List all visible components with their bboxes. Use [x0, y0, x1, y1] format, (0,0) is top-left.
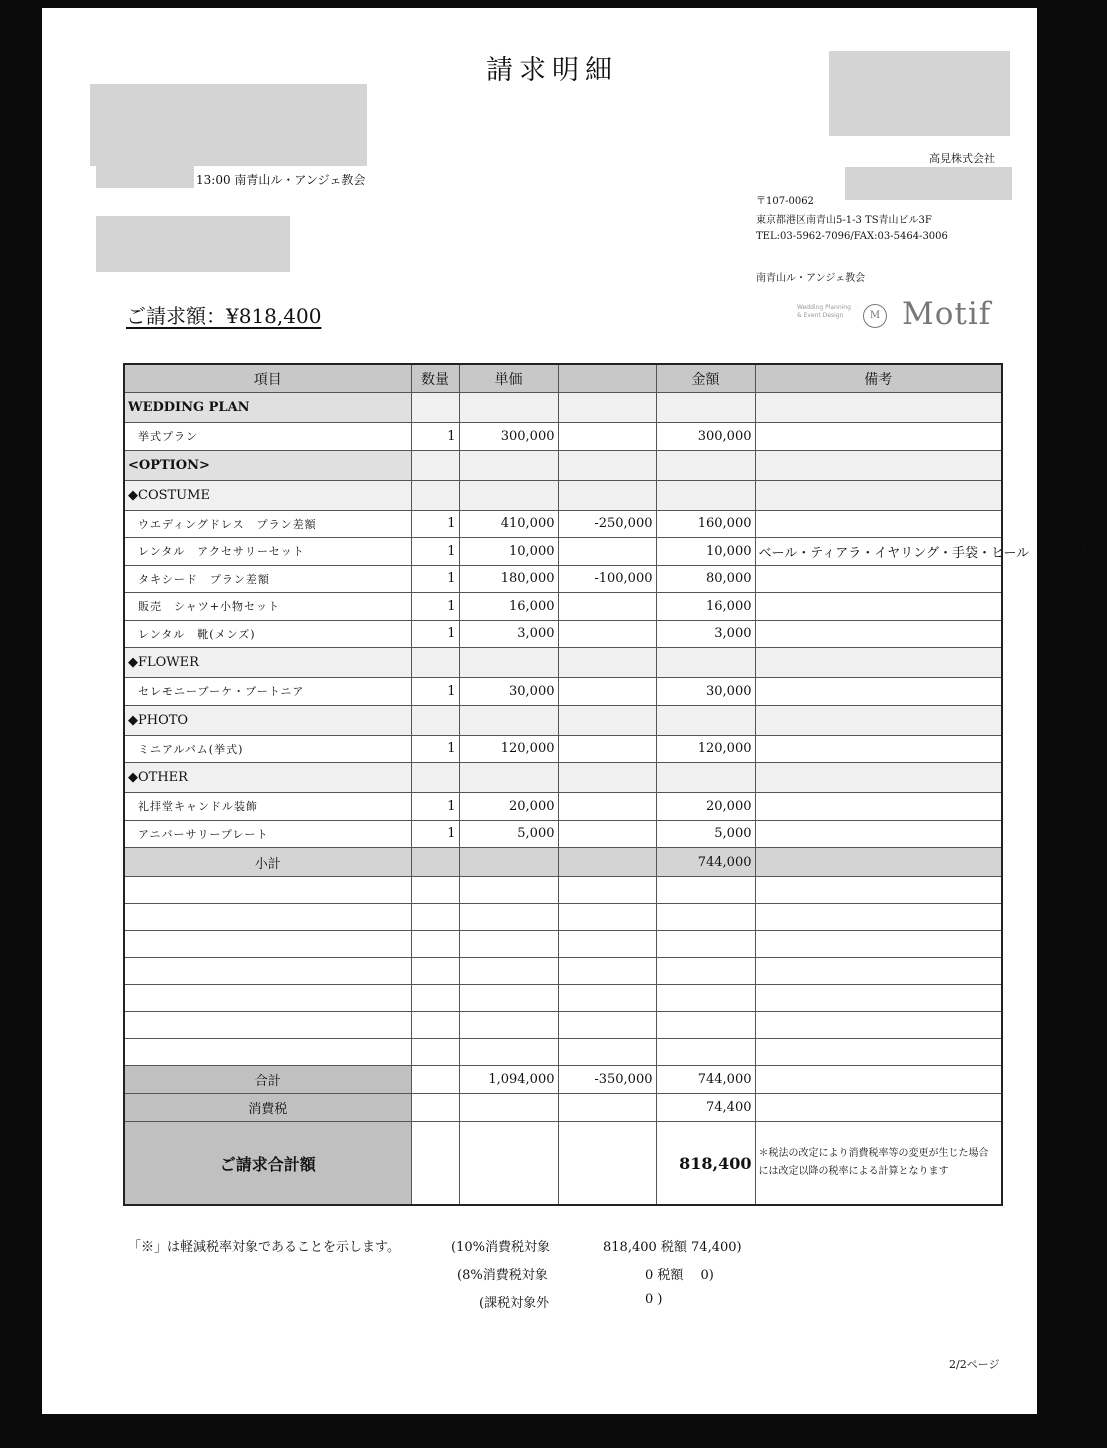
- row-unit: 300,000: [459, 423, 558, 451]
- row-item: アニバーサリープレート: [124, 820, 411, 848]
- logo-tagline: [797, 304, 867, 320]
- company-postal: 〒107-0062: [756, 196, 814, 207]
- tax-row: [124, 1094, 1002, 1122]
- empty-row: [124, 877, 1002, 904]
- invoice-table: [123, 363, 1107, 1206]
- company-name: 高見株式会社: [929, 152, 995, 165]
- logo-tagline-2: & Event Design: [797, 312, 844, 319]
- row-item: セレモニーブーケ・ブートニア: [124, 678, 411, 706]
- subtotal-label: 小計: [124, 848, 411, 877]
- tax-label: 消費税: [124, 1094, 411, 1122]
- section-row: [124, 480, 1002, 510]
- redacted-customer-address: [96, 216, 290, 272]
- row-remarks: ベール・ティアラ・イヤリング・手袋・ヒール（バンド付）: [755, 538, 1002, 566]
- row-discount: [558, 423, 656, 451]
- subtotal-row: [124, 848, 1002, 877]
- empty-row: [124, 1039, 1002, 1066]
- section-label: ◆COSTUME: [124, 480, 411, 510]
- table-row: [124, 565, 1002, 593]
- exempt-value: 0 ): [645, 1292, 663, 1307]
- redacted-customer-name: [90, 84, 367, 166]
- row-discount: [558, 538, 656, 566]
- grand-total-amount: 818,400: [656, 1122, 755, 1206]
- empty-row: [124, 1012, 1002, 1039]
- reduced-tax-note: 「※」は軽減税率対象であることを示します。: [128, 1240, 400, 1255]
- tax8-value: 0 税額 0): [645, 1268, 714, 1283]
- section-row: [124, 450, 1002, 480]
- section-row: [124, 705, 1002, 735]
- tax-change-note: ＊税法の改定により消費税率等の変更が生じた場合には改定以降の税率による計算となります: [755, 1122, 1002, 1206]
- row-remarks: [755, 423, 1002, 451]
- total-unit: 1,094,000: [459, 1066, 558, 1094]
- row-qty: 1: [411, 423, 459, 451]
- redacted-staff-name: [845, 167, 1012, 200]
- grand-total-row: [124, 1122, 1002, 1206]
- col-unit-price: 単価: [459, 364, 558, 393]
- logo-tagline-1: Wedding Planning: [797, 304, 851, 311]
- row-remarks: [755, 620, 1002, 648]
- tax-amount: 74,400: [656, 1094, 755, 1122]
- row-unit: 20,000: [459, 793, 558, 821]
- event-line: 13:00 南青山ル・アンジェ教会: [196, 173, 366, 187]
- col-item: 項目: [124, 364, 411, 393]
- row-qty: 1: [411, 678, 459, 706]
- row-unit: 180,000: [459, 565, 558, 593]
- row-qty: 1: [411, 735, 459, 763]
- table-row: [124, 678, 1002, 706]
- total-amount: 744,000: [656, 1066, 755, 1094]
- row-unit: 16,000: [459, 593, 558, 621]
- col-amount: 金額: [656, 364, 755, 393]
- page-number: 2/2ページ: [949, 1358, 1000, 1371]
- table-row: [124, 735, 1002, 763]
- row-remarks: [755, 565, 1002, 593]
- row-discount: [558, 593, 656, 621]
- section-row: [124, 648, 1002, 678]
- row-discount: [558, 735, 656, 763]
- row-item: レンタル 靴(メンズ): [124, 620, 411, 648]
- company-tel-fax: TEL:03-5962-7096/FAX:03-5464-3006: [756, 231, 948, 242]
- row-remarks: [755, 735, 1002, 763]
- row-item: 挙式プラン: [124, 423, 411, 451]
- row-remarks: [755, 820, 1002, 848]
- row-qty: 1: [411, 510, 459, 538]
- tax10-label: (10%消費税対象: [451, 1240, 550, 1255]
- row-unit: 5,000: [459, 820, 558, 848]
- tax10-value: 818,400 税額 74,400): [603, 1240, 742, 1255]
- venue-name: 南青山ル・アンジェ教会: [756, 273, 866, 284]
- row-unit: 30,000: [459, 678, 558, 706]
- row-item: タキシード プラン差額: [124, 565, 411, 593]
- section-row: [124, 763, 1002, 793]
- tax8-label: (8%消費税対象: [457, 1268, 548, 1283]
- row-unit: 10,000: [459, 538, 558, 566]
- section-row: [124, 393, 1002, 423]
- redacted-event-date: [96, 166, 194, 188]
- company-address: 東京都港区南青山5-1-3 TS青山ビル3F: [756, 215, 932, 226]
- total-label: 合計: [124, 1066, 411, 1094]
- row-amount: 30,000: [656, 678, 755, 706]
- row-qty: 1: [411, 565, 459, 593]
- col-qty: 数量: [411, 364, 459, 393]
- row-amount: 3,000: [656, 620, 755, 648]
- table-row: [124, 820, 1002, 848]
- row-item: レンタル アクセサリーセット: [124, 538, 411, 566]
- row-amount: 5,000: [656, 820, 755, 848]
- row-unit: 120,000: [459, 735, 558, 763]
- section-label: <OPTION>: [124, 450, 411, 480]
- section-label: ◆OTHER: [124, 763, 411, 793]
- row-remarks: [755, 678, 1002, 706]
- empty-row: [124, 985, 1002, 1012]
- grand-total-label: ご請求合計額: [124, 1122, 411, 1206]
- row-remarks: [755, 793, 1002, 821]
- col-remarks: 備考: [755, 364, 1002, 393]
- row-amount: 160,000: [656, 510, 755, 538]
- table-row: [124, 423, 1002, 451]
- invoice-page: [42, 8, 1107, 1414]
- table-header: [124, 364, 1002, 393]
- row-qty: 1: [411, 793, 459, 821]
- row-qty: 1: [411, 620, 459, 648]
- row-discount: -250,000: [558, 510, 656, 538]
- table-row: [124, 510, 1002, 538]
- row-item: ウエディングドレス プラン差額: [124, 510, 411, 538]
- total-discount: -350,000: [558, 1066, 656, 1094]
- row-item: ミニアルバム(挙式): [124, 735, 411, 763]
- document-title: 請求明細: [486, 55, 618, 86]
- table-row: [124, 538, 1002, 566]
- row-amount: 10,000: [656, 538, 755, 566]
- row-discount: [558, 678, 656, 706]
- row-remarks: [755, 593, 1002, 621]
- row-qty: 1: [411, 820, 459, 848]
- row-discount: -100,000: [558, 565, 656, 593]
- exempt-label: (課税対象外: [479, 1296, 550, 1311]
- table-row: [124, 593, 1002, 621]
- row-item: 礼拝堂キャンドル装飾: [124, 793, 411, 821]
- subtotal-amount: 744,000: [656, 848, 755, 877]
- row-discount: [558, 793, 656, 821]
- row-discount: [558, 820, 656, 848]
- table-row: [124, 620, 1002, 648]
- row-qty: 1: [411, 538, 459, 566]
- row-unit: 3,000: [459, 620, 558, 648]
- logo-mark-icon: M: [863, 304, 887, 328]
- row-amount: 120,000: [656, 735, 755, 763]
- row-discount: [558, 620, 656, 648]
- billing-amount: ご請求額：¥818,400: [126, 304, 322, 328]
- col-discount: [558, 364, 656, 393]
- section-label: WEDDING PLAN: [124, 393, 411, 423]
- row-amount: 20,000: [656, 793, 755, 821]
- redacted-company-stamp: [829, 51, 1010, 136]
- empty-row: [124, 958, 1002, 985]
- logo-word: Motif: [902, 296, 992, 332]
- empty-row: [124, 931, 1002, 958]
- row-amount: 80,000: [656, 565, 755, 593]
- row-unit: 410,000: [459, 510, 558, 538]
- row-remarks: [755, 510, 1002, 538]
- row-amount: 300,000: [656, 423, 755, 451]
- row-item: 販売 シャツ+小物セット: [124, 593, 411, 621]
- row-amount: 16,000: [656, 593, 755, 621]
- total-row: [124, 1066, 1002, 1094]
- table-row: [124, 793, 1002, 821]
- row-qty: 1: [411, 593, 459, 621]
- empty-row: [124, 904, 1002, 931]
- section-label: ◆PHOTO: [124, 705, 411, 735]
- section-label: ◆FLOWER: [124, 648, 411, 678]
